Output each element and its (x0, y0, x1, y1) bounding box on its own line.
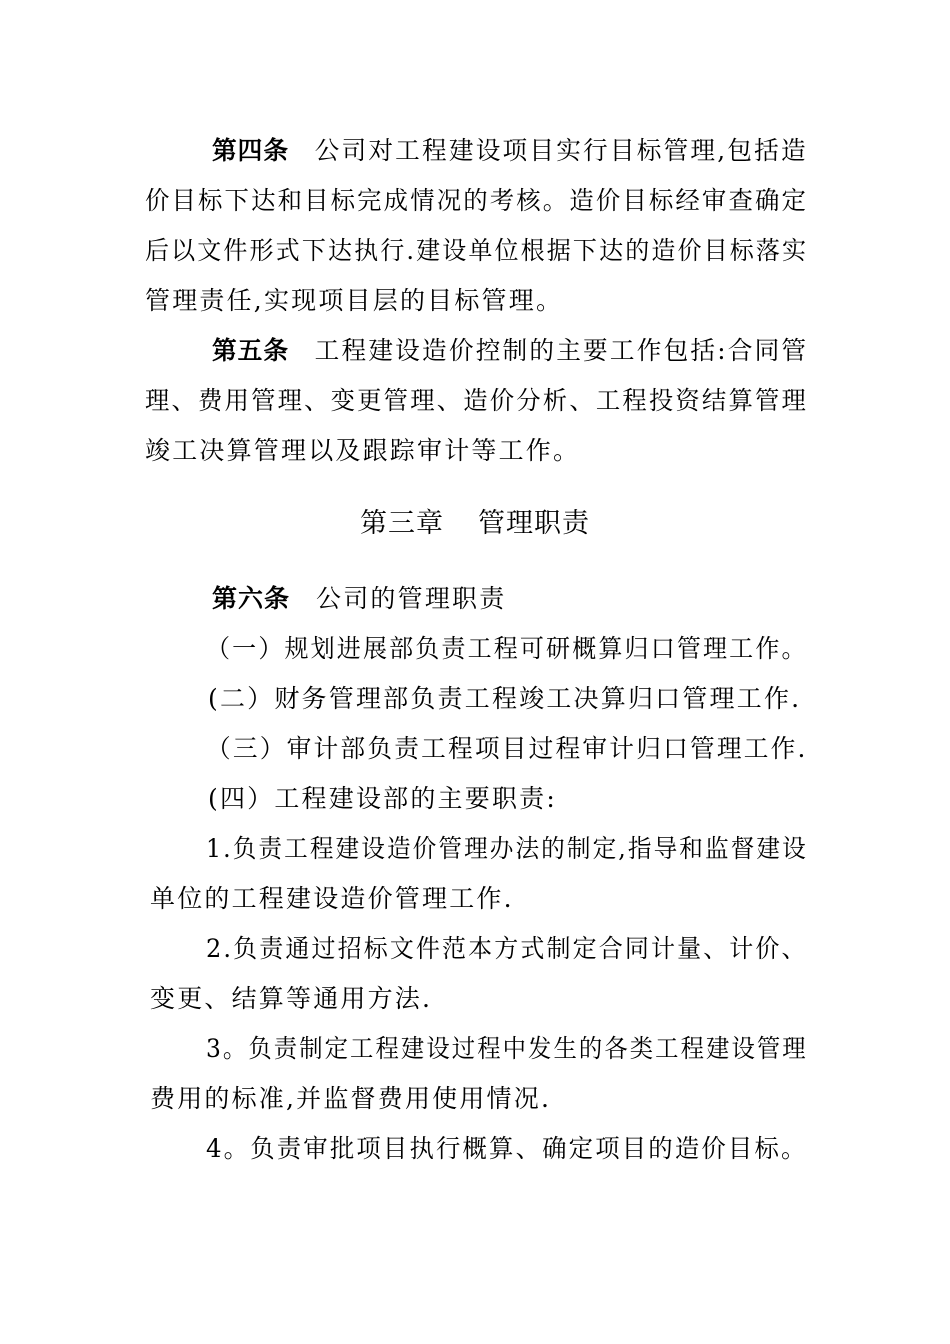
duty3-text-1: 3。负责制定工程建设过程中发生的各类工程建设管理 (206, 1034, 808, 1063)
duty4-text-1: 4。负责审批项目执行概算、确定项目的造价目标。 (206, 1134, 808, 1163)
duty2-line1 (206, 934, 808, 964)
item-finance: (二）财务管理部负责工程竣工决算归口管理工作. (208, 684, 802, 713)
chapter-title: 管理职责 (478, 508, 590, 539)
article6-item2 (208, 684, 801, 714)
article6-label: 第六条 (212, 584, 291, 613)
item-audit: （三）审计部负责工程项目过程审计归口管理工作. (206, 734, 808, 763)
article5-text-2: 理、费用管理、变更管理、造价分析、工程投资结算管理 (145, 386, 809, 415)
chapter-heading (0, 508, 950, 540)
duty2-text-1: 2.负责通过招标文件范本方式制定合同计量、计价、 (206, 934, 808, 963)
article4-line4 (145, 286, 563, 316)
article5-text-1: 工程建设造价控制的主要工作包括:合同管 (314, 336, 809, 365)
chapter-number: 第三章 (360, 508, 444, 539)
duty3-text-2: 费用的标准,并监督费用使用情况. (150, 1084, 552, 1113)
item-planning: （一）规划进展部负责工程可研概算归口管理工作。 (206, 634, 808, 663)
article6-item3 (206, 734, 808, 764)
article4-line2 (145, 186, 808, 216)
article6-item4 (208, 784, 557, 814)
article5-text-3: 竣工决算管理以及跟踪审计等工作。 (145, 436, 581, 465)
item-construction: (四）工程建设部的主要职责: (208, 784, 557, 813)
article6-item1 (206, 634, 808, 664)
duty1-text-2: 单位的工程建设造价管理工作. (150, 884, 514, 913)
duty2-line2 (150, 984, 432, 1014)
article4-line3 (145, 236, 808, 266)
article4-text-3: 后以文件形式下达执行.建设单位根据下达的造价目标落实 (145, 236, 809, 265)
article6-line1 (212, 584, 506, 614)
article4-line1 (212, 136, 808, 166)
article5-line1 (212, 336, 808, 366)
article4-text-2: 价目标下达和目标完成情况的考核。造价目标经审查确定 (145, 186, 809, 215)
article5-line2 (145, 386, 808, 416)
duty1-line1 (206, 834, 808, 864)
article5-line3 (145, 436, 580, 466)
duty4-line1 (206, 1134, 808, 1164)
duty1-text-1: 1.负责工程建设造价管理办法的制定,指导和监督建设 (206, 834, 808, 863)
duty3-line1 (206, 1034, 808, 1064)
duty2-text-2: 变更、结算等通用方法. (150, 984, 433, 1013)
duty1-line2 (150, 884, 514, 914)
article4-text-4: 管理责任,实现项目层的目标管理。 (145, 286, 564, 315)
article4-text-1: 公司对工程建设项目实行目标管理,包括造 (314, 136, 808, 165)
duty3-line2 (150, 1084, 551, 1114)
article6-text-1: 公司的管理职责 (316, 584, 507, 613)
article4-label: 第四条 (212, 136, 289, 165)
article5-label: 第五条 (212, 336, 289, 365)
